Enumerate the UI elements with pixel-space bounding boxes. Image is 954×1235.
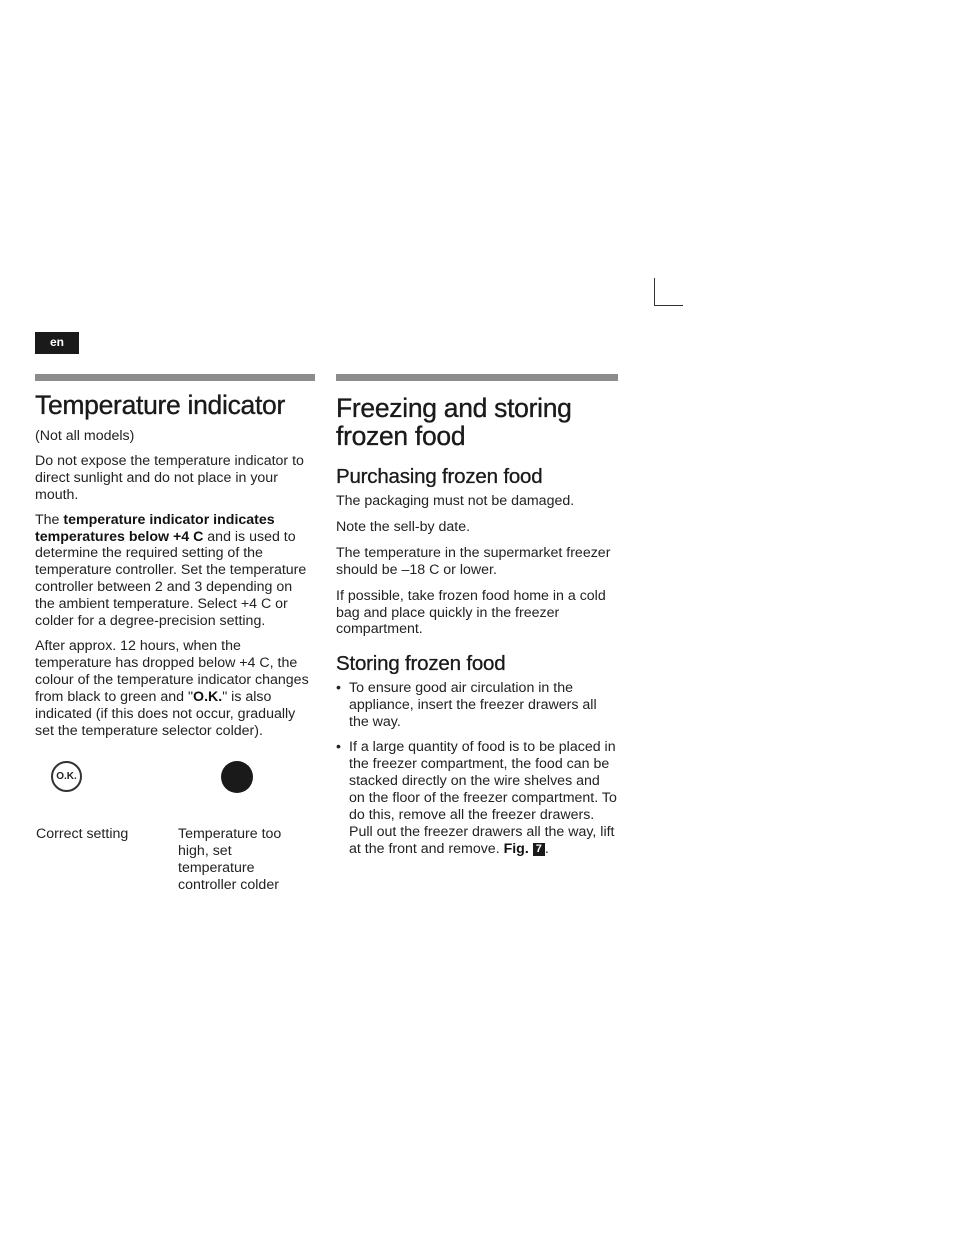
ok-indicator-icon: O.K. xyxy=(51,761,82,792)
sunlight-warning: Do not expose the temperature indicator to direct sunlight and do not place in your mouth. xyxy=(35,452,304,503)
indicator-figure xyxy=(35,754,315,904)
figure-reference: Fig. xyxy=(503,840,529,857)
storing-list xyxy=(336,680,618,857)
section-rule xyxy=(336,374,618,381)
language-tag: en xyxy=(35,332,79,354)
purchasing-paragraph: If possible, take frozen food home in a cold bag and place quickly in the freezer compartment. xyxy=(336,587,606,638)
crop-mark xyxy=(654,278,683,306)
figure-number-badge: 7 xyxy=(533,843,545,856)
caption-correct-setting: Correct setting xyxy=(36,826,129,843)
list-item: • If a large quantity of food is to be placed in the freezer compartment, the food can be stacked directly on the wire shelves and on the floor of the freezer compartment. To do this, remove all the freezer drawers. Pull out the freezer drawers all the way, lift at the front and remove. Fig. 7 . xyxy=(336,739,618,857)
purchasing-paragraph: The packaging must not be damaged. xyxy=(336,493,575,509)
storing-heading: Storing frozen food xyxy=(336,652,506,676)
caption-too-high: Temperature too high, set temperature controller colder xyxy=(178,826,282,894)
freezing-heading: Freezing and storing frozen food xyxy=(336,393,572,451)
color-change-description: After approx. 12 hours, when the temperature has dropped below +4 C, the colour of the temperature indicator changes from black to green and "O.K." is also indicated (if this does not occur, gradually set the temperature selector colder). xyxy=(35,637,309,739)
temperature-indicator-section xyxy=(35,374,315,904)
black-indicator-icon xyxy=(221,761,253,793)
purchasing-heading: Purchasing frozen food xyxy=(336,465,543,488)
freezing-section xyxy=(336,374,618,857)
section-rule xyxy=(35,374,315,381)
purchasing-paragraph: Note the sell-by date. xyxy=(336,518,471,535)
models-note: (Not all models) xyxy=(35,428,135,444)
temperature-indicator-heading: Temperature indicator xyxy=(35,390,285,420)
purchasing-paragraph: The temperature in the supermarket freezer should be –18 C or lower. xyxy=(336,544,611,578)
list-item: • To ensure good air circulation in the appliance, insert the freezer drawers all the way. xyxy=(336,680,618,731)
indicator-description: The temperature indicator indicates temperatures below +4 C and is used to determine the required setting of the temperature controller. Set the temperature controller between 2 and 3 depending on the ambient temperature. Select +4 C or colder for a degree-precision setting. xyxy=(35,511,307,630)
